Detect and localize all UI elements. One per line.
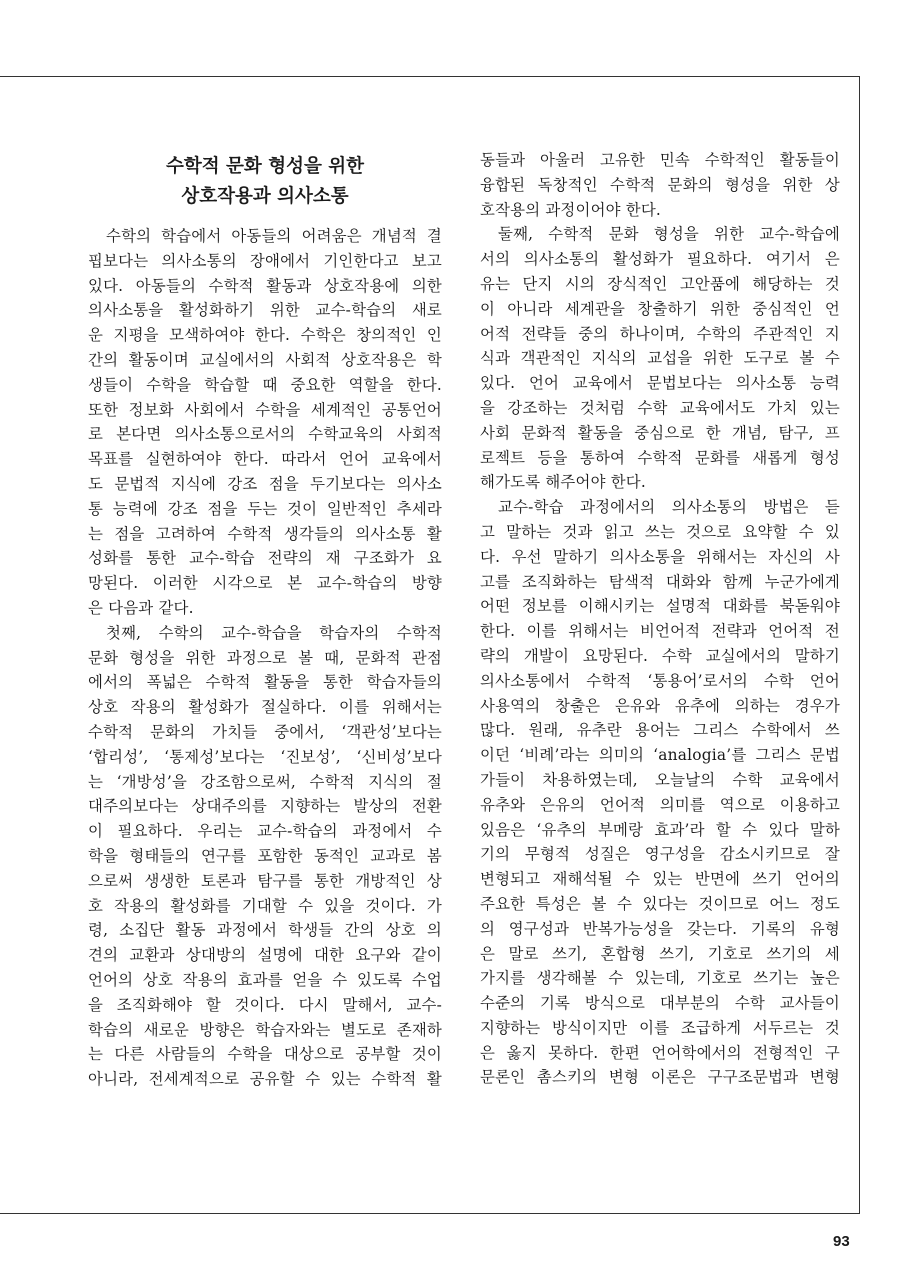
text-line: 언어의 상호 작용의 효과를 얻을 수 있도록 수업: [88, 970, 442, 989]
right-body-text: [480, 148, 840, 1090]
text-line: 고를 조직화하는 탐색적 대화와 함께 누군가에게: [480, 572, 840, 591]
text-line: 문론인 촘스키의 변형 이론은 구구조문법과 변형: [480, 1068, 840, 1087]
text-line: 은 옳지 못하다. 한편 언어학에서의 전형적인 구: [480, 1043, 840, 1062]
article-title-line-2: 상호작용과 의사소통: [181, 186, 349, 207]
right-rule: [859, 76, 860, 1214]
text-line: 견의 교환과 상대방의 설명에 대한 요구와 같이: [88, 946, 442, 965]
text-line: 대주의보다는 상대주의를 지향하는 발상의 전환: [88, 797, 442, 816]
text-line: 성화를 통한 교수-학습 전략의 재 구조화가 요: [88, 549, 442, 568]
text-line: 통 능력에 강조 점을 두는 것이 일반적인 추세라: [88, 499, 442, 518]
text-line: 어적 전략들 중의 하나이며, 수학의 주관적인 지: [480, 324, 840, 343]
text-line: 변형되고 재해석될 수 있는 반면에 쓰기 언어의: [480, 870, 840, 889]
text-line: 동들과 아울러 고유한 민속 수학적인 활동들이: [480, 151, 840, 169]
text-line: 생들이 수학을 학습할 때 중요한 역할을 한다.: [88, 375, 442, 394]
text-line: 로 본다면 의사소통으로서의 수학교육의 사회적: [88, 425, 442, 444]
text-line: 상호 작용의 활성화가 절실하다. 이를 위해서는: [88, 698, 442, 717]
text-line: 로젝트 등을 통하여 수학적 문화를 새롭게 형성: [480, 448, 840, 467]
text-line: 있다. 언어 교육에서 문법보다는 의사소통 능력: [480, 374, 840, 393]
text-line: 유는 단지 시의 장식적인 고안품에 해당하는 것: [480, 274, 840, 293]
text-line: 운 지평을 모색하여야 한다. 수학은 창의적인 인: [88, 326, 442, 345]
text-line: 있음은 ‘유추의 부메랑 효과’라 할 수 있다 말하: [480, 820, 840, 839]
text-line: 또한 정보화 사회에서 수학을 세계적인 공통언어: [88, 400, 442, 419]
text-line: 간의 활동이며 교실에서의 사회적 상호작용은 학: [88, 350, 442, 369]
text-line: 망된다. 이러한 시각으로 본 교수-학습의 방향: [88, 574, 442, 593]
text-line: 의사소통을 활성화하기 위한 교수-학습의 새로: [88, 301, 442, 320]
page-number: 93: [833, 1233, 850, 1250]
text-line: 이던 ‘비례’라는 의미의 ‘analogia’를 그리스 문법: [480, 746, 840, 765]
text-line: 해가도록 해주어야 한다.: [480, 473, 646, 492]
left-body-text: [88, 224, 442, 1092]
text-line: 수준의 기록 방식으로 대부분의 수학 교사들이: [480, 994, 840, 1013]
text-line: 학습의 새로운 방향은 학습자와는 별도로 존재하: [88, 1020, 442, 1039]
text-line: 수학의 학습에서 아동들의 어려움은 개념적 결: [106, 227, 442, 245]
text-line: 주요한 특성은 볼 수 있다는 것이므로 어느 정도: [480, 894, 840, 913]
text-line: 목표를 실현하여야 한다. 따라서 언어 교육에서: [88, 450, 442, 469]
text-line: 에서의 폭넓은 수학적 활동을 통한 학습자들의: [88, 673, 442, 692]
text-line: 이 아니라 세계관을 창출하기 위한 중심적인 언: [480, 299, 840, 318]
text-line: 서의 의사소통의 활성화가 필요하다. 여기서 은: [480, 250, 840, 269]
text-line: 의사소통에서 수학적 ‘통용어’로서의 수학 언어: [480, 671, 840, 690]
text-line: 식과 객관적인 지식의 교섭을 위한 도구로 볼 수: [480, 349, 840, 368]
text-line: 는 ‘개방성’을 강조함으로써, 수학적 지식의 절: [88, 772, 442, 791]
text-line: 고 말하는 것과 읽고 쓰는 것으로 요약할 수 있: [480, 522, 840, 541]
text-line: 호 작용의 활성화를 기대할 수 있을 것이다. 가: [88, 896, 442, 915]
text-line: 은 다음과 같다.: [88, 598, 194, 617]
text-line: 다. 우선 말하기 의사소통을 위해서는 자신의 사: [480, 547, 840, 566]
text-line: 둘째, 수학적 문화 형성을 위한 교수-학습에: [498, 225, 840, 244]
text-line: 한다. 이를 위해서는 비언어적 전략과 언어적 전: [480, 622, 840, 641]
text-line: 는 점을 고려하여 수학적 생각들의 의사소통 활: [88, 524, 442, 543]
text-line: 가들이 차용하였는데, 오늘날의 수학 교육에서: [480, 770, 840, 789]
text-line: 사회 문화적 활동을 중심으로 한 개념, 탐구, 프: [480, 423, 840, 442]
top-rule: [0, 76, 860, 77]
text-line: ‘합리성’, ‘통제성’보다는 ‘진보성’, ‘신비성’보다: [88, 747, 442, 766]
text-line: 교수-학습 과정에서의 의사소통의 방법은 듣: [498, 498, 840, 517]
text-line: 으로써 생생한 토론과 탐구를 통한 개방적인 상: [88, 871, 442, 890]
text-line: 략의 개발이 요망된다. 수학 교실에서의 말하기: [480, 646, 840, 665]
text-line: 기의 무형적 성질은 영구성을 감소시키므로 잘: [480, 845, 840, 864]
text-line: 은 말로 쓰기, 혼합형 쓰기, 기호로 쓰기의 세: [480, 944, 840, 963]
article-title-line-1: 수학적 문화 형성을 위한: [165, 156, 365, 177]
text-line: 을 조직화해야 할 것이다. 다시 말해서, 교수-: [88, 995, 442, 1014]
bottom-rule: [0, 1213, 860, 1214]
text-line: 령, 소집단 활동 과정에서 학생들 간의 상호 의: [88, 921, 442, 940]
text-line: 을 강조하는 것처럼 수학 교육에서도 가치 있는: [480, 398, 840, 417]
text-line: 의 영구성과 반복가능성을 갖는다. 기록의 유형: [480, 919, 840, 938]
right-column: [480, 148, 840, 1090]
text-line: 핍보다는 의사소통의 장애에서 기인한다고 보고: [88, 251, 442, 270]
text-line: 도 문법적 지식에 강조 점을 두기보다는 의사소: [88, 474, 442, 493]
text-line: 있다. 아동들의 수학적 활동과 상호작용에 의한: [88, 276, 442, 295]
text-line: 학을 형태들의 연구를 포함한 동적인 교과로 봄: [88, 846, 442, 865]
text-line: 지향하는 방식이지만 이를 조급하게 서두르는 것: [480, 1018, 840, 1037]
text-line: 어떤 정보를 이해시키는 설명적 대화를 북돋워야: [480, 597, 840, 616]
text-line: 수학적 문화의 가치들 중에서, ‘객관성’보다는: [88, 722, 442, 741]
left-column: [88, 152, 442, 1092]
text-line: 는 다른 사람들의 수학을 대상으로 공부할 것이: [88, 1045, 442, 1064]
text-line: 사용역의 창출은 은유와 유추에 의하는 경우가: [480, 696, 840, 715]
text-line: 첫째, 수학의 교수-학습을 학습자의 수학적: [106, 623, 442, 642]
text-line: 유추와 은유의 언어적 의미를 역으로 이용하고: [480, 795, 840, 814]
text-line: 문화 형성을 위한 과정으로 볼 때, 문화적 관점: [88, 648, 442, 667]
text-line: 융합된 독창적인 수학적 문화의 형성을 위한 상: [480, 175, 840, 194]
text-line: 많다. 원래, 유추란 용어는 그리스 수학에서 쓰: [480, 721, 840, 740]
text-line: 가지를 생각해볼 수 있는데, 기호로 쓰기는 높은: [480, 969, 840, 988]
text-line: 호작용의 과정이어야 한다.: [480, 200, 662, 219]
text-line: 아니라, 전세계적으로 공유할 수 있는 수학적 활: [88, 1070, 442, 1089]
text-line: 이 필요하다. 우리는 교수-학습의 과정에서 수: [88, 822, 442, 841]
article-title: [88, 152, 442, 212]
